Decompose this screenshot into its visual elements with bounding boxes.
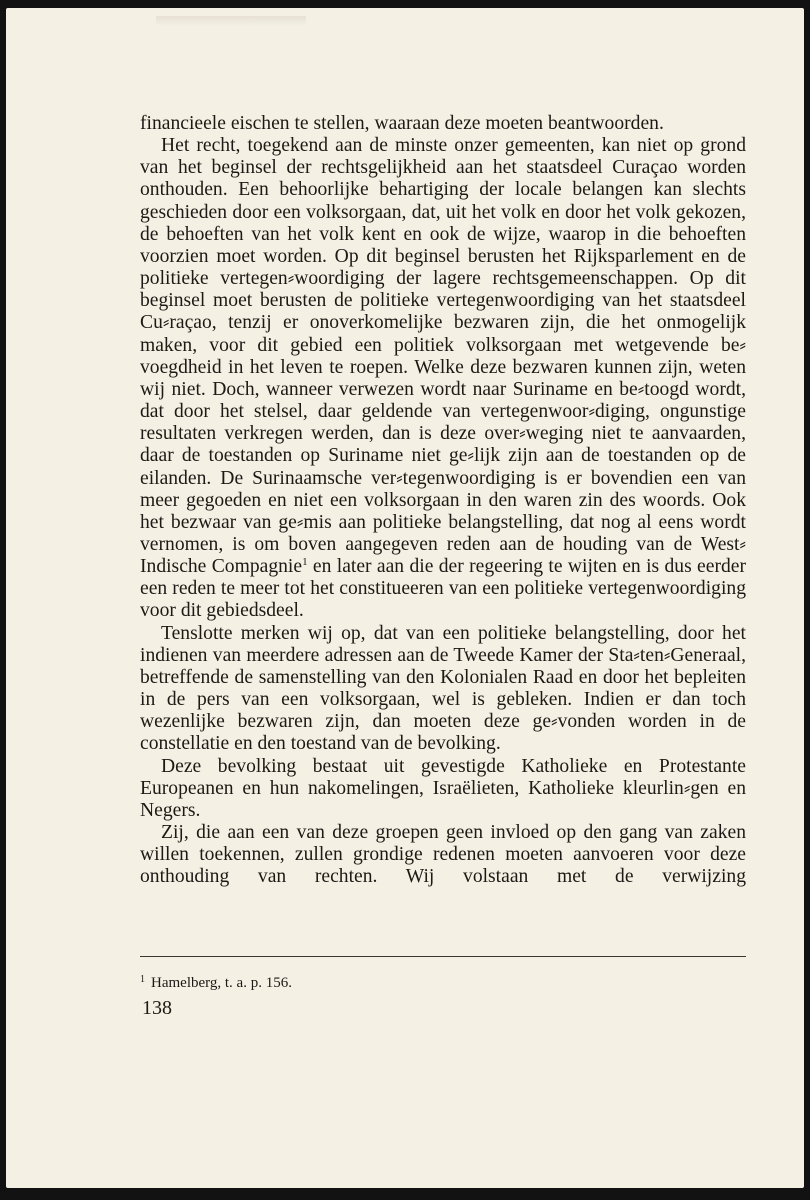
footnote	[140, 971, 292, 992]
footnote-reference: 1	[302, 556, 308, 569]
page-number: 138	[142, 997, 172, 1019]
paragraph-text: Het recht, toegekend aan de minste onzer gemeenten, kan niet op grond van het beginsel der rechtsgelijkheid aan het staatsdeel Curaçao worden onthouden. Een behoorlijke behartiging der locale belangen kan slechts geschieden door een volksorgaan, dat, uit het volk en door het volk gekozen, de behoeften van het volk kent en ook de wijze, waarop in die behoeften voorzien moet worden. Op dit beginsel berusten het Rijksparlement en de politieke vertegen⸗woordiging der lagere rechtsgemeenschappen. Op dit beginsel moet berusten de politieke vertegenwoordiging van het staatsdeel Cu⸗raçao, tenzij er onoverkomelijke bezwaren zijn, die het onmogelijk maken, voor dit gebied een politiek volksorgaan met wetgevende be⸗voegdheid in het leven te roepen. Welke deze bezwaren kunnen zijn, weten wij niet. Doch, wanneer verwezen wordt naar Suriname en be⸗toogd wordt, dat door het stelsel, daar geldende van vertegenwoor⸗diging, ongunstige resultaten verkregen werden, dan is deze over⸗weging niet te aanvaarden, daar de toestanden op Suriname niet ge⸗lijk zijn aan de toestanden op de eilanden. De Surinaamsche ver⸗tegenwoordiging is er bovendien een van meer gegoeden en niet een volksorgaan in den waren zin des woords. Ook het bezwaar van ge⸗mis aan politieke belangstelling, dat nog al eens wordt vernomen, is om boven aangegeven reden aan de houding van de West⸗Indische Compagnie	[140, 135, 746, 578]
paragraph-text-continued: en later aan die der regeering te wijten en is dus eerder een reden te meer tot het constitueeren van een politieke vertegenwoordiging voor dit gebiedsdeel.	[140, 556, 746, 622]
footnote-mark: 1	[140, 974, 145, 985]
paragraph-right-of-representation	[140, 135, 746, 622]
paragraph-population: Deze bevolking bestaat uit gevestigde Katholieke en Protestante Europeanen en hun nakomelingen, Israëlieten, Katholieke kleurlin⸗gen en Negers.	[140, 755, 746, 821]
footnote-separator	[140, 956, 746, 957]
footnote-text: Hamelberg, t. a. p. 156.	[151, 975, 292, 991]
paragraph-continuation: financieele eischen te stellen, waaraan deze moeten beantwoorden.	[140, 113, 664, 134]
paragraph-final: Zij, die aan een van deze groepen geen invloed op den gang van zaken willen toekennen, zullen grondige redenen moeten aanvoeren voor deze onthouding van rechten. Wij volstaan met de verwijzing	[140, 822, 746, 888]
body-text	[140, 113, 746, 888]
paragraph-conclusion: Tenslotte merken wij op, dat van een politieke belangstelling, door het indienen van meerdere adressen aan de Tweede Kamer der Sta⸗ten⸗Generaal, betreffende de samenstelling van den Kolonialen Raad en door het bepleiten in de pers van een volksorgaan, wel is gebleken. Indien er dan toch wezenlijke bezwaren zijn, dan moeten deze ge⸗vonden worden in de constellatie en den toestand van de bevolking.	[140, 622, 746, 755]
paper-smudge	[156, 16, 306, 26]
